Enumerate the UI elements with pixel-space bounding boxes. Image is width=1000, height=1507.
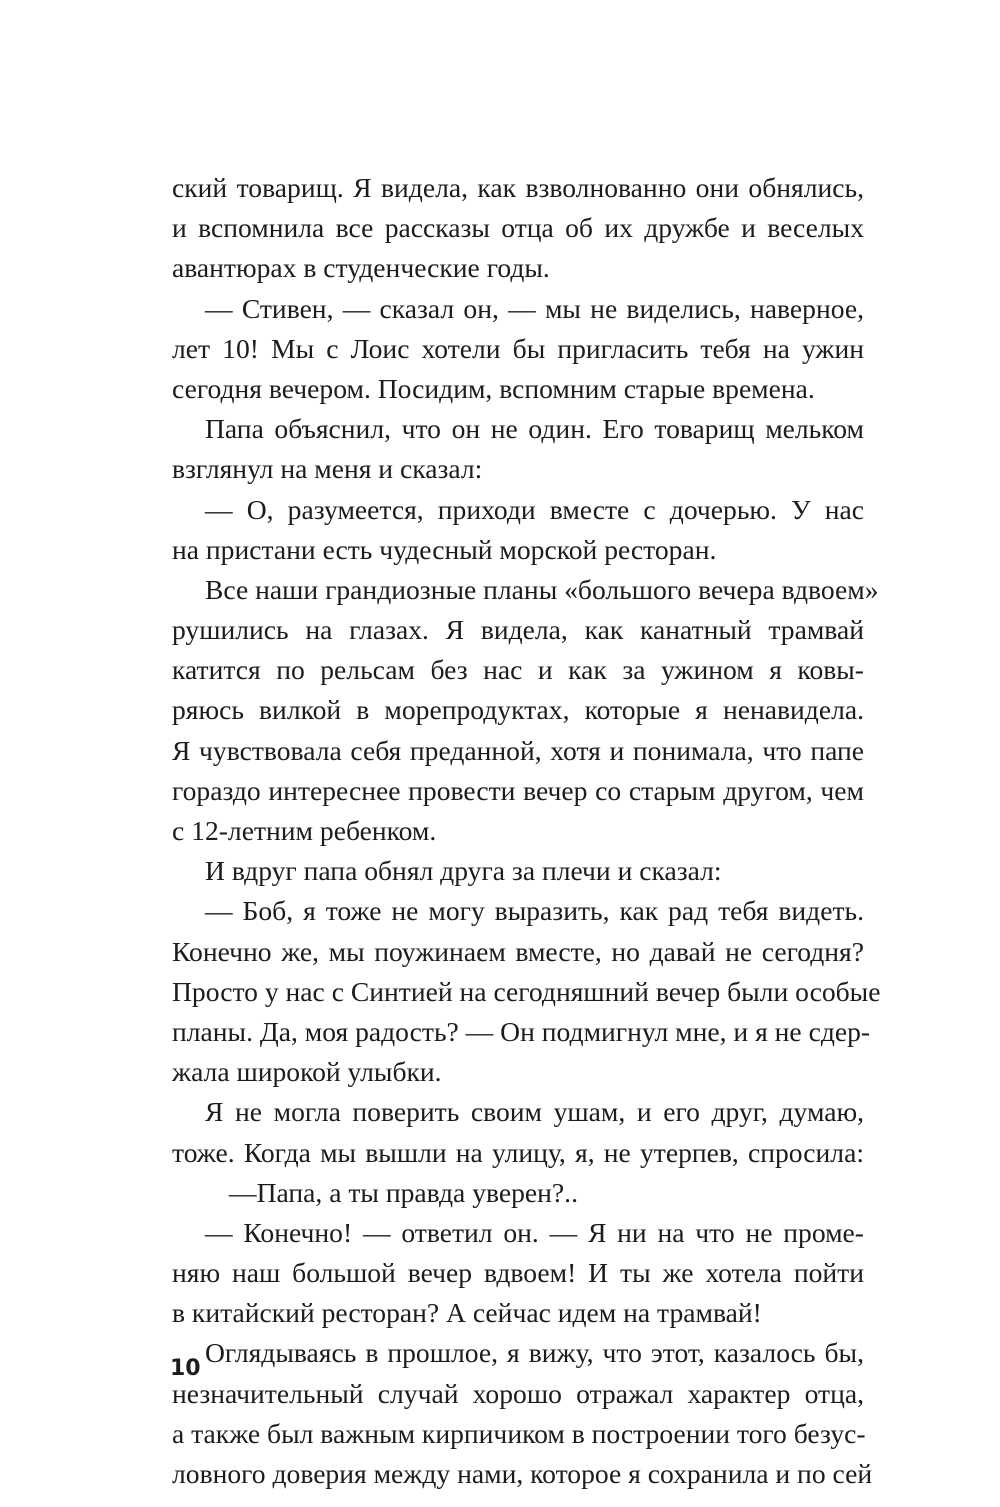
text-line: сегодня вечером. Посидим, вспомним старые времена. [172,372,815,404]
text-line: Папа объяснил, что он не один. Его товарищ мельком [205,413,864,445]
text-line: а также был важным кирпичиком в построении того безус- [172,1417,866,1449]
text-line: И вдруг папа обнял друга за плечи и сказал: [205,855,722,887]
text-line: —Папа, а ты правда уверен?.. [229,1176,578,1208]
text-line: Оглядываясь в прошлое, я вижу, что этот, казалось бы, [205,1337,864,1369]
body-text [172,168,881,1494]
text-line: планы. Да, моя радость? — Он подмигнул мне, и я не сдер- [172,1015,871,1047]
text-line: Я чувствовала себя преданной, хотя и понимала, что папе [172,734,864,766]
text-line: няю наш большой вечер вдвоем! И ты же хотела пойти [172,1257,864,1289]
text-line: ский товарищ. Я видела, как взволнованно они обнялись, [172,172,864,203]
text-line: и вспомнила все рассказы отца об их дружбе и веселых [172,212,864,244]
text-line: лет 10! Мы с Лоис хотели бы пригласить тебя на ужин [172,332,864,364]
text-line: взглянул на меня и сказал: [172,453,483,485]
text-line: авантюрах в студенческие годы. [172,252,550,284]
text-line: Все наши грандиозные планы «большого вечера вдвоем» [205,573,879,605]
text-line: на пристани есть чудесный морской ресторан. [172,533,717,565]
text-line: катится по рельсам без нас и как за ужином я ковы- [172,654,864,686]
text-line: незначительный случай хорошо отражал характер отца, [172,1377,864,1409]
text-line: ряюсь вилкой в морепродуктах, которые я ненавидела. [172,694,864,726]
text-line: Конечно же, мы поужинаем вместе, но давай не сегодня? [172,935,864,967]
text-line: — О, разумеется, приходи вместе с дочерью. У нас [205,493,864,525]
page-number: 10 [170,1356,201,1381]
text-line: Я не могла поверить своим ушам, и его друг, думаю, [205,1096,864,1128]
text-line: жала широкой улыбки. [172,1056,442,1088]
text-line: — Боб, я тоже не могу выразить, как рад тебя видеть. [205,895,864,927]
text-line: тоже. Когда мы вышли на улицу, я, не утерпев, спросила: [172,1136,864,1168]
text-line: с 12-летним ребенком. [172,815,437,846]
text-line: — Конечно! — ответил он. — Я ни на что не проме- [205,1216,864,1248]
text-line: гораздо интереснее провести вечер со старым другом, чем [172,774,864,806]
text-line: рушились на глазах. Я видела, как канатный трамвай [172,614,864,646]
text-line: Просто у нас с Синтией на сегодняшний вечер были особые [172,975,881,1007]
text-line: ловного доверия между нами, которое я сохранила и по сей [172,1458,873,1489]
text-line: в китайский ресторан? А сейчас идем на трамвай! [172,1297,762,1329]
text-line: — Стивен, — сказал он, — мы не виделись, наверное, [205,292,864,324]
